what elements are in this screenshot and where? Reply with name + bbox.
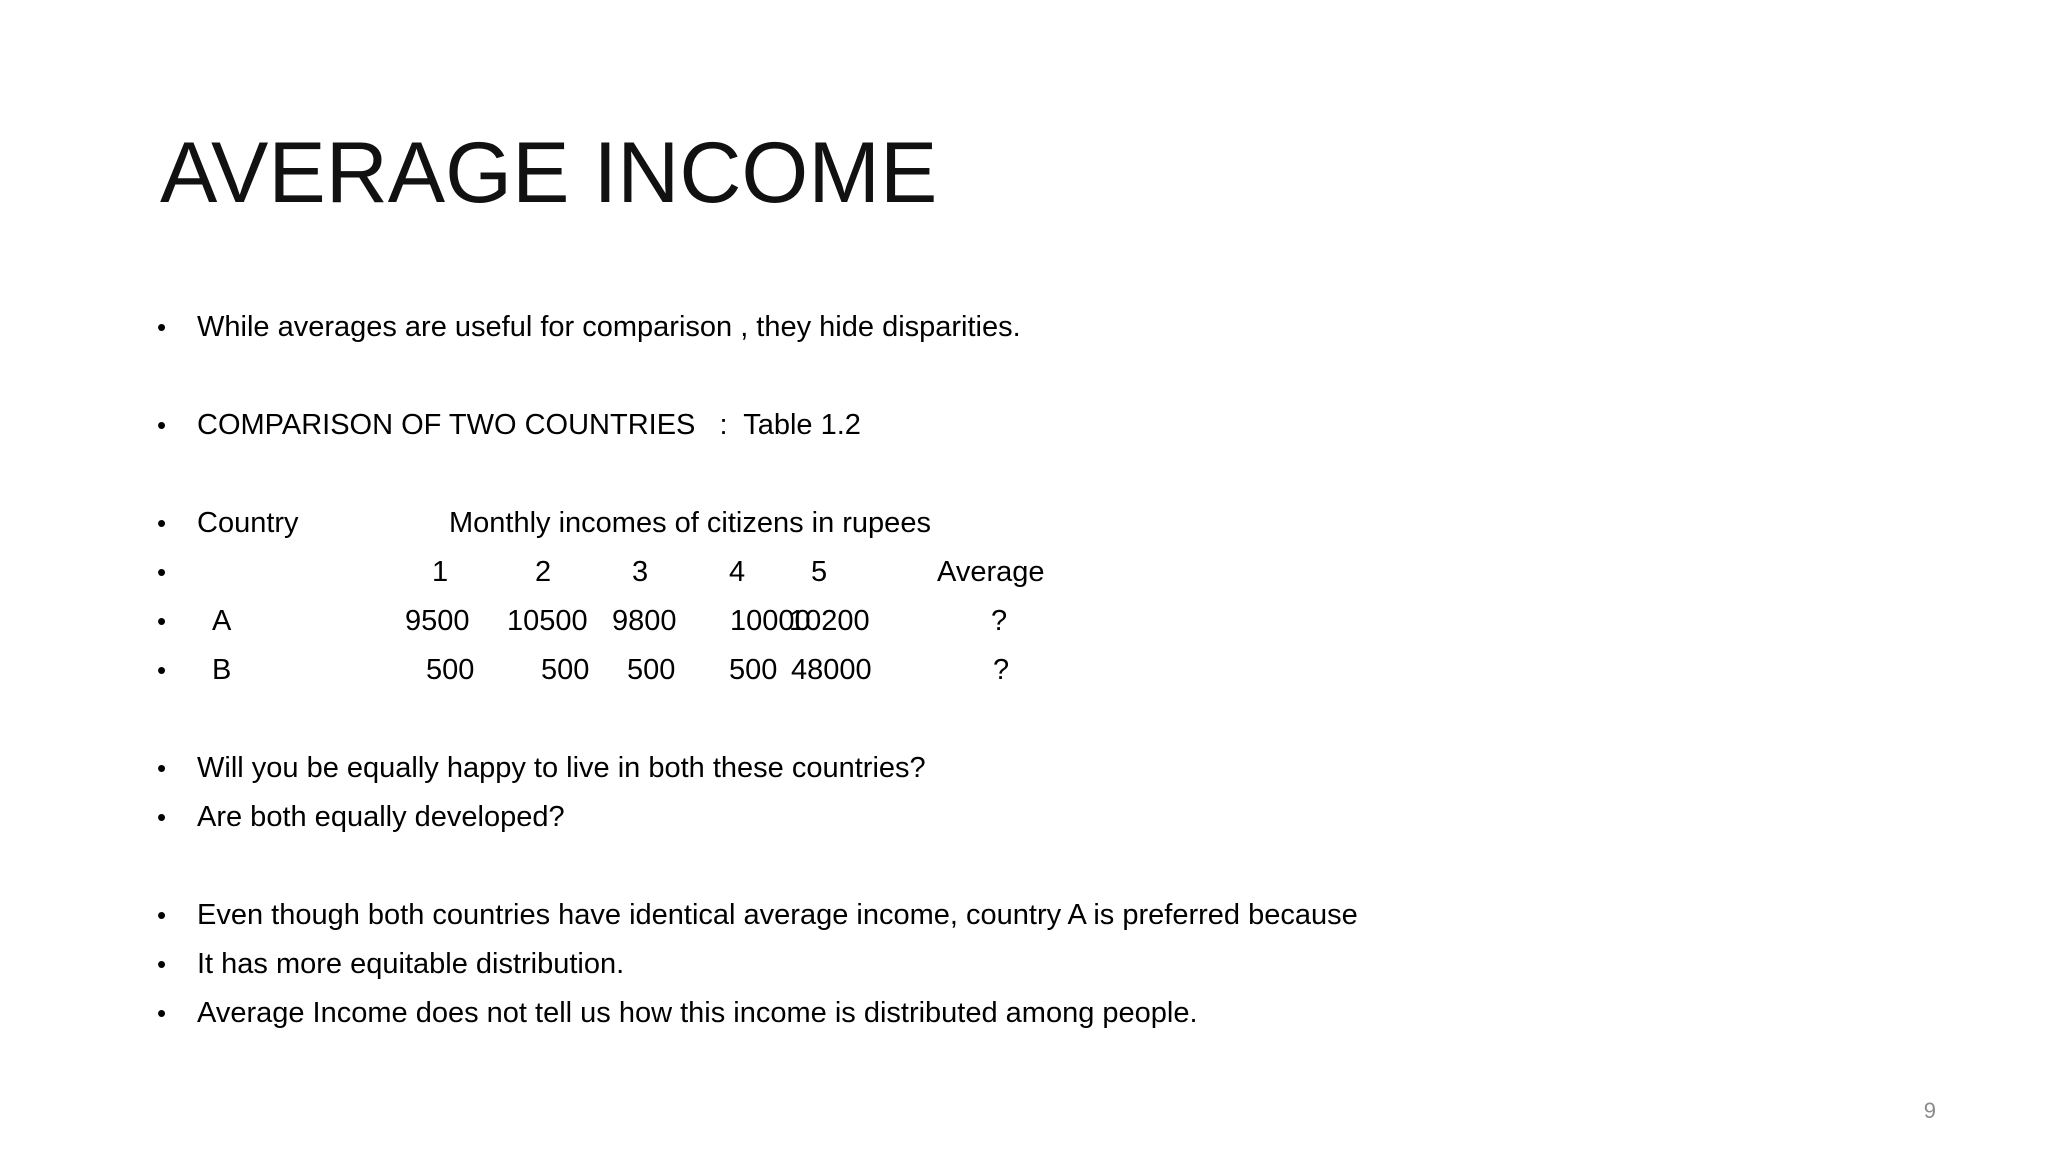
bullet-conclusion xyxy=(157,891,1557,939)
column-header-1: 1 xyxy=(432,556,449,588)
table-column-row xyxy=(157,548,1557,596)
column-header-3: 3 xyxy=(632,556,649,588)
cell-value-1: 9500 xyxy=(405,605,470,637)
bullet-dot: • xyxy=(157,655,167,685)
bullet-dot: • xyxy=(157,312,167,342)
bullet-equitable xyxy=(157,940,1557,988)
cell-value-5: 10200 xyxy=(789,605,870,637)
bullet-text: It has more equitable distribution. xyxy=(197,948,625,980)
column-header-4: 4 xyxy=(729,556,746,588)
cell-average: ? xyxy=(993,654,1010,686)
table-row-country-a xyxy=(157,597,1557,645)
bullet-dot: • xyxy=(157,998,167,1028)
cell-average: ? xyxy=(991,605,1008,637)
bullet-disparities xyxy=(157,303,1557,351)
cell-value-4: 10000 xyxy=(730,605,811,637)
bullet-dot: • xyxy=(157,410,167,440)
bullet-text: Are both equally developed? xyxy=(197,801,565,833)
bullet-comparison-heading xyxy=(157,401,1557,449)
cell-value-2: 500 xyxy=(541,654,590,686)
bullet-text: COMPARISON OF TWO COUNTRIES : Table 1.2 xyxy=(197,409,861,441)
bullet-text: Even though both countries have identical average income, country A is preferred because xyxy=(197,899,1358,931)
bullet-text: Average Income does not tell us how this income is distributed among people. xyxy=(197,997,1198,1029)
bullet-dot: • xyxy=(157,557,167,587)
bullet-question-developed xyxy=(157,793,1557,841)
bullet-dot: • xyxy=(157,508,167,538)
bullet-text: Will you be equally happy to live in both these countries? xyxy=(197,752,926,784)
cell-value-2: 10500 xyxy=(507,605,588,637)
table-row-country-b xyxy=(157,646,1557,694)
bullet-dot: • xyxy=(157,949,167,979)
column-header-country: Country xyxy=(197,507,299,539)
cell-value-3: 500 xyxy=(627,654,676,686)
bullet-question-happy xyxy=(157,744,1557,792)
column-header-2: 2 xyxy=(535,556,552,588)
bullet-dot: • xyxy=(157,753,167,783)
column-header-average: Average xyxy=(937,556,1045,588)
row-country-label: B xyxy=(212,654,232,686)
bullet-dot: • xyxy=(157,900,167,930)
page-number: 9 xyxy=(1923,1098,1936,1123)
column-header-5: 5 xyxy=(811,556,828,588)
bullet-dot: • xyxy=(157,802,167,832)
cell-value-5: 48000 xyxy=(791,654,872,686)
slide-title: AVERAGE INCOME xyxy=(160,125,938,221)
bullet-dot: • xyxy=(157,606,167,636)
cell-value-4: 500 xyxy=(729,654,778,686)
cell-value-3: 9800 xyxy=(612,605,677,637)
row-country-label: A xyxy=(212,605,232,637)
table-caption: Monthly incomes of citizens in rupees xyxy=(449,507,931,539)
table-header-row xyxy=(157,499,1557,547)
bullet-distribution-note xyxy=(157,989,1557,1037)
cell-value-1: 500 xyxy=(426,654,475,686)
bullet-text: While averages are useful for comparison , they hide disparities. xyxy=(197,311,1021,343)
